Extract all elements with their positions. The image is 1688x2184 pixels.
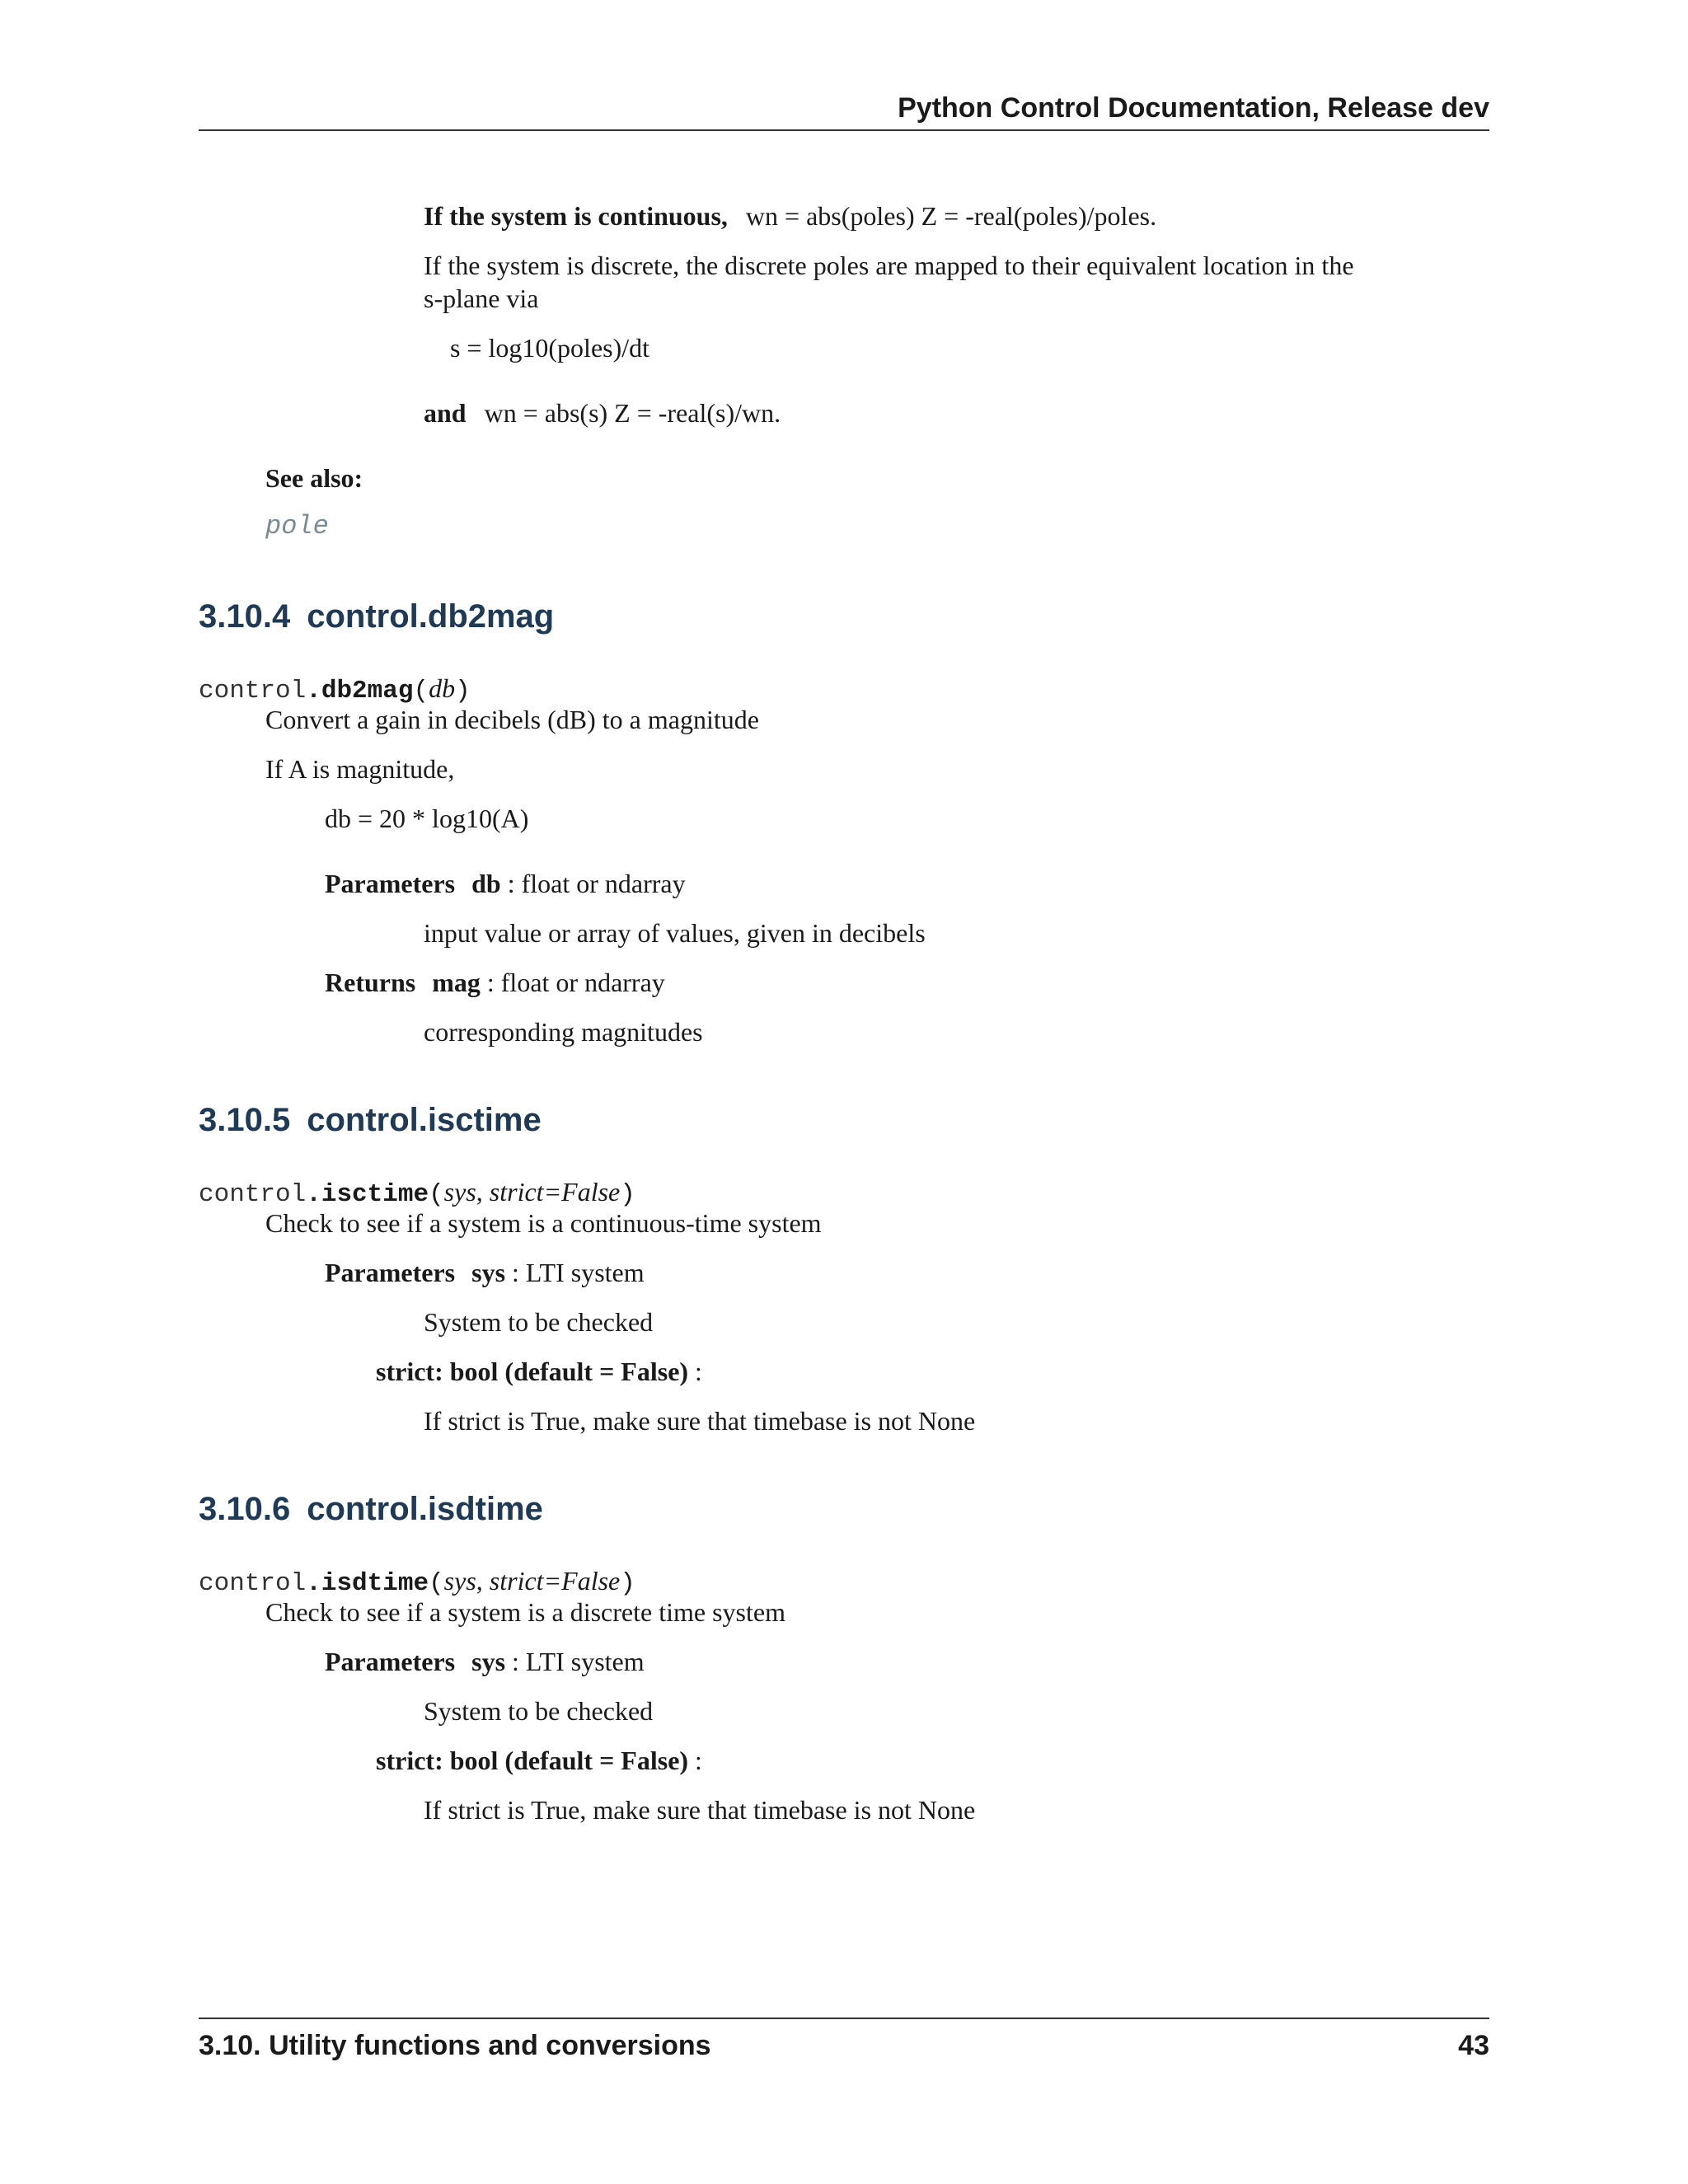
running-header: Python Control Documentation, Release dev	[898, 92, 1489, 124]
header-rule	[199, 129, 1489, 131]
db2mag-formula: db = 20 * log10(A)	[325, 804, 529, 833]
isctime-description: Check to see if a system is a continuous-time system	[265, 1208, 822, 1238]
page-number: 43	[1458, 2030, 1489, 2061]
db2mag-param-desc: input value or array of values, given in decibels	[424, 918, 926, 948]
discrete-line-1: If the system is discrete, the discrete poles are mapped to their equivalent location in the	[424, 251, 1354, 280]
param-name: sys	[471, 1258, 506, 1287]
signature-db2mag: control.db2mag(db)	[199, 673, 471, 705]
signature-isdtime: control.isdtime(sys, strict=False)	[199, 1566, 635, 1598]
s-equation: s = log10(poles)/dt	[450, 333, 650, 363]
param-type: : LTI system	[512, 1647, 645, 1676]
signature-arg-strict: strict=False	[489, 1177, 621, 1207]
db2mag-param-line	[325, 867, 686, 900]
isctime-param1-desc: System to be checked	[424, 1307, 654, 1337]
db2mag-if-line: If A is magnitude,	[265, 754, 455, 784]
signature-module: control	[199, 1569, 307, 1598]
return-type: : float or ndarray	[486, 968, 665, 997]
section-title: control.isctime	[307, 1102, 542, 1138]
param-name: strict: bool (default = False)	[376, 1746, 689, 1775]
param-type: : LTI system	[512, 1258, 645, 1287]
isctime-param-line	[325, 1256, 645, 1289]
section-number: 3.10.5	[199, 1102, 291, 1138]
isctime-param2-line	[376, 1355, 702, 1388]
continuous-label: If the system is continuous,	[424, 201, 728, 231]
section-heading-db2mag	[199, 597, 554, 636]
footer-rule	[199, 2018, 1489, 2019]
param-colon: :	[695, 1746, 702, 1775]
return-name: mag	[432, 968, 481, 997]
section-number: 3.10.4	[199, 598, 291, 635]
section-title: control.isdtime	[307, 1491, 543, 1527]
parameters-label: Parameters	[325, 1258, 456, 1287]
discrete-line-2: s-plane via	[424, 284, 539, 313]
signature-function: .isdtime	[306, 1569, 429, 1598]
and-equation: wn = abs(s) Z = -real(s)/wn.	[484, 398, 781, 428]
signature-isctime: control.isctime(sys, strict=False)	[199, 1177, 635, 1209]
parameters-label: Parameters	[325, 869, 456, 898]
signature-arg-sys: sys	[443, 1566, 476, 1596]
and-label: and	[424, 398, 467, 428]
section-number: 3.10.6	[199, 1491, 291, 1527]
param-colon: :	[695, 1357, 702, 1386]
and-line	[424, 396, 781, 429]
isdtime-param2-line	[376, 1744, 702, 1777]
footer-section: 3.10. Utility functions and conversions	[199, 2030, 711, 2061]
signature-module: control	[199, 677, 307, 705]
signature-module: control	[199, 1180, 307, 1209]
returns-label: Returns	[325, 968, 416, 997]
param-name: db	[471, 869, 501, 898]
signature-arg-sys: sys	[443, 1177, 476, 1207]
signature-args: db	[429, 673, 456, 703]
isdtime-description: Check to see if a system is a discrete time system	[265, 1597, 785, 1627]
signature-arg-strict: strict=False	[489, 1566, 621, 1596]
pole-link[interactable]: pole	[265, 511, 329, 541]
section-heading-isdtime	[199, 1489, 543, 1529]
isdtime-param-line	[325, 1645, 645, 1678]
signature-function: .db2mag	[306, 677, 414, 705]
param-name: sys	[471, 1647, 506, 1676]
signature-function: .isctime	[306, 1180, 429, 1209]
isdtime-param1-desc: System to be checked	[424, 1696, 654, 1726]
db2mag-return-desc: corresponding magnitudes	[424, 1017, 703, 1047]
continuous-equation: wn = abs(poles) Z = -real(poles)/poles.	[745, 201, 1157, 231]
parameters-label: Parameters	[325, 1647, 456, 1676]
db2mag-returns-line	[325, 966, 665, 999]
see-also-heading: See also:	[265, 463, 363, 493]
isdtime-param2-desc: If strict is True, make sure that timebase is not None	[424, 1795, 976, 1825]
param-type: : float or ndarray	[507, 869, 686, 898]
continuous-line	[424, 199, 1156, 232]
section-heading-isctime	[199, 1100, 542, 1140]
db2mag-description: Convert a gain in decibels (dB) to a magnitude	[265, 705, 759, 734]
param-name: strict: bool (default = False)	[376, 1357, 689, 1386]
isctime-param2-desc: If strict is True, make sure that timebase is not None	[424, 1406, 976, 1436]
section-title: control.db2mag	[307, 598, 555, 635]
